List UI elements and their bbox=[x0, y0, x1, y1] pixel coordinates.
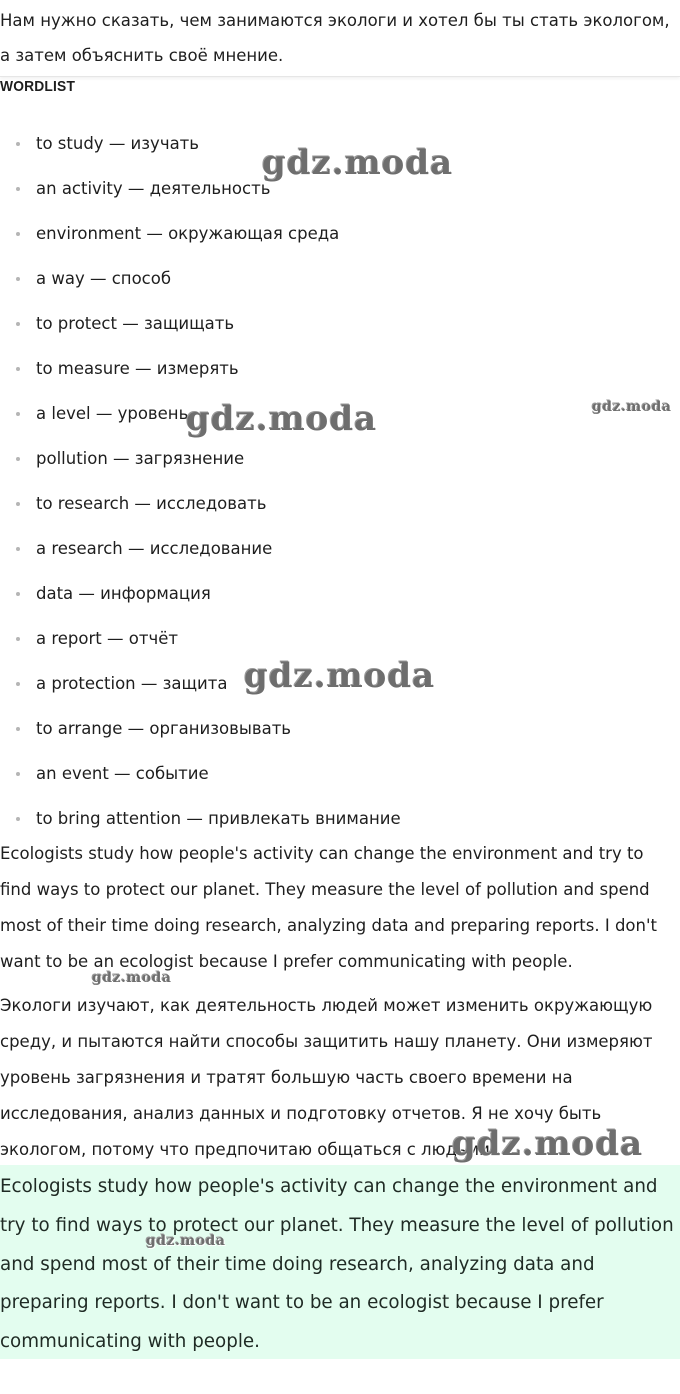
list-item: a report — отчёт bbox=[0, 616, 680, 661]
wordlist-title: WORDLIST bbox=[0, 78, 76, 95]
bullet-icon bbox=[16, 502, 20, 506]
list-item: environment — окружающая среда bbox=[0, 211, 680, 256]
answer-text: Ecologists study how people's activity can change the environment and try to find ways to protect our planet. They measure the level of pollution and spend most of their time doing research, analyzing data and preparing reports. I don't want to be an ecologist because I prefer communicating with people. bbox=[0, 1176, 674, 1353]
watermark-logo: gdz.moda bbox=[262, 143, 454, 183]
list-item: pollution — загрязнение bbox=[0, 436, 680, 481]
bullet-icon bbox=[16, 727, 20, 731]
bullet-icon bbox=[16, 277, 20, 281]
bullet-icon bbox=[16, 322, 20, 326]
list-item: an event — событие bbox=[0, 751, 680, 796]
list-item: a research — исследование bbox=[0, 526, 680, 571]
paragraph-russian: Экологи изучают, как деятельность людей может изменить окружающую среду, и пытаются найти способы защитить нашу планету. Они измеряют уровень загрязнения и тратят большую часть своего времени на исследования, анализ данных и подготовку отчетов. Я не хочу быть экологом, потому что предпочитаю общаться с людьми. bbox=[0, 996, 653, 1159]
task-header bbox=[0, 0, 680, 77]
watermark-logo: gdz.moda bbox=[146, 1233, 226, 1249]
list-item: to research — исследовать bbox=[0, 481, 680, 526]
list-item: to bring attention — привлекать внимание bbox=[0, 796, 680, 841]
bullet-icon bbox=[16, 682, 20, 686]
list-item: to protect — защищать bbox=[0, 301, 680, 346]
list-item: to measure — измерять bbox=[0, 346, 680, 391]
bullet-icon bbox=[16, 772, 20, 776]
watermark-logo: gdz.moda bbox=[244, 656, 436, 696]
watermark-logo: gdz.moda bbox=[92, 970, 172, 986]
wordlist bbox=[0, 121, 680, 841]
watermark-logo: gdz.moda bbox=[186, 399, 378, 439]
bullet-icon bbox=[16, 232, 20, 236]
list-item: data — информация bbox=[0, 571, 680, 616]
paragraph-english: Ecologists study how people's activity can change the environment and try to find ways to protect our planet. They measure the level of pollution and spend most of their time doing research, analyzing data and preparing reports. I don't want to be an ecologist because I prefer communicating with people. bbox=[0, 844, 657, 971]
bullet-icon bbox=[16, 187, 20, 191]
task-text: Нам нужно сказать, чем занимаются экологи и хотел бы ты стать экологом, а затем объяснить своё мнение. bbox=[0, 11, 670, 65]
bullet-icon bbox=[16, 367, 20, 371]
bullet-icon bbox=[16, 817, 20, 821]
watermark-logo: gdz.moda bbox=[592, 399, 672, 415]
bullet-icon bbox=[16, 412, 20, 416]
list-item: to study — изучать bbox=[0, 121, 680, 166]
list-item: a protection — защита bbox=[0, 661, 680, 706]
list-item: an activity — деятельность bbox=[0, 166, 680, 211]
bullet-icon bbox=[16, 637, 20, 641]
bullet-icon bbox=[16, 592, 20, 596]
bullet-icon bbox=[16, 457, 20, 461]
bullet-icon bbox=[16, 142, 20, 146]
list-item: a level — уровень bbox=[0, 391, 680, 436]
list-item: to arrange — организовывать bbox=[0, 706, 680, 751]
answer-block bbox=[0, 1165, 680, 1359]
watermark-logo: gdz.moda bbox=[452, 1124, 644, 1164]
bullet-icon bbox=[16, 547, 20, 551]
list-item: a way — способ bbox=[0, 256, 680, 301]
